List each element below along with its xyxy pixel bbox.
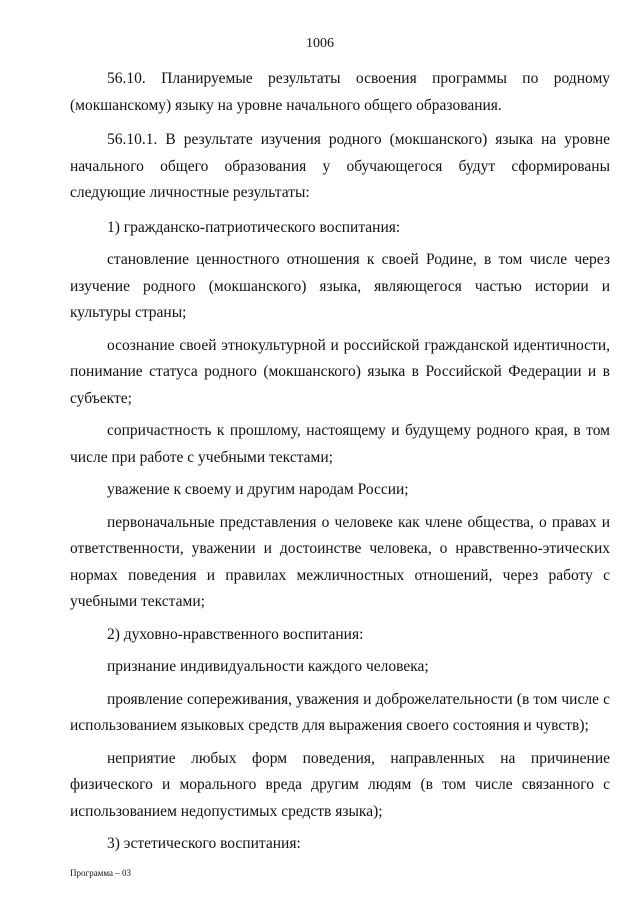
list-item-paragraph: осознание своей этнокультурной и российской гражданской идентичности, понимание статуса родного (мокшанского) языка в Российской Федерации и в субъекте; <box>70 336 610 407</box>
intro-paragraph: 56.10.1. В результате изучения родного (мокшанского) языка на уровне начального общего образования у обучающегося будут сформированы следующие личностные результаты: <box>70 131 610 201</box>
list-item-paragraph: уважение к своему и другим народам России; <box>107 481 409 498</box>
list-item-paragraph: неприятие любых форм поведения, направленных на причинение физического и морального вреда другим людям (в том числе связанного с использованием недопустимых средств языка); <box>70 749 610 820</box>
list-item-paragraph: признание индивидуальности каждого человека; <box>107 658 429 675</box>
list-item-paragraph: сопричастность к прошлому, настоящему и будущему родного края, в том числе при работе с учебными текстами; <box>70 422 610 466</box>
list-item-paragraph: первоначальные представления о человеке как члене общества, о правах и ответственности, уважении и достоинстве человека, о нравственно-этических нормах поведения и правилах межличностных отношений, через работу с учебными текстами; <box>70 513 610 610</box>
footer-label: Программа – 03 <box>70 868 132 878</box>
page-number: 1006 <box>306 36 334 51</box>
section-heading-paragraph: 56.10. Планируемые результаты освоения программы по родному (мокшанскому) языку на уровне начального общего образования. <box>70 70 610 114</box>
list-item-paragraph: становление ценностного отношения к своей Родине, в том числе через изучение родного (мокшанского) языка, являющегося частью истории и культуры страны; <box>70 251 610 321</box>
list-heading-aesthetic: 3) эстетического воспитания: <box>107 835 301 852</box>
document-body <box>70 66 610 864</box>
list-item-paragraph: проявление сопереживания, уважения и доброжелательности (в том числе с использованием языковых средств для выражения своего состояния и чувств); <box>70 690 610 734</box>
list-heading-civic-patriotic: 1) гражданско-патриотического воспитания: <box>107 218 401 236</box>
list-heading-spiritual-moral: 2) духовно-нравственного воспитания: <box>107 625 364 643</box>
